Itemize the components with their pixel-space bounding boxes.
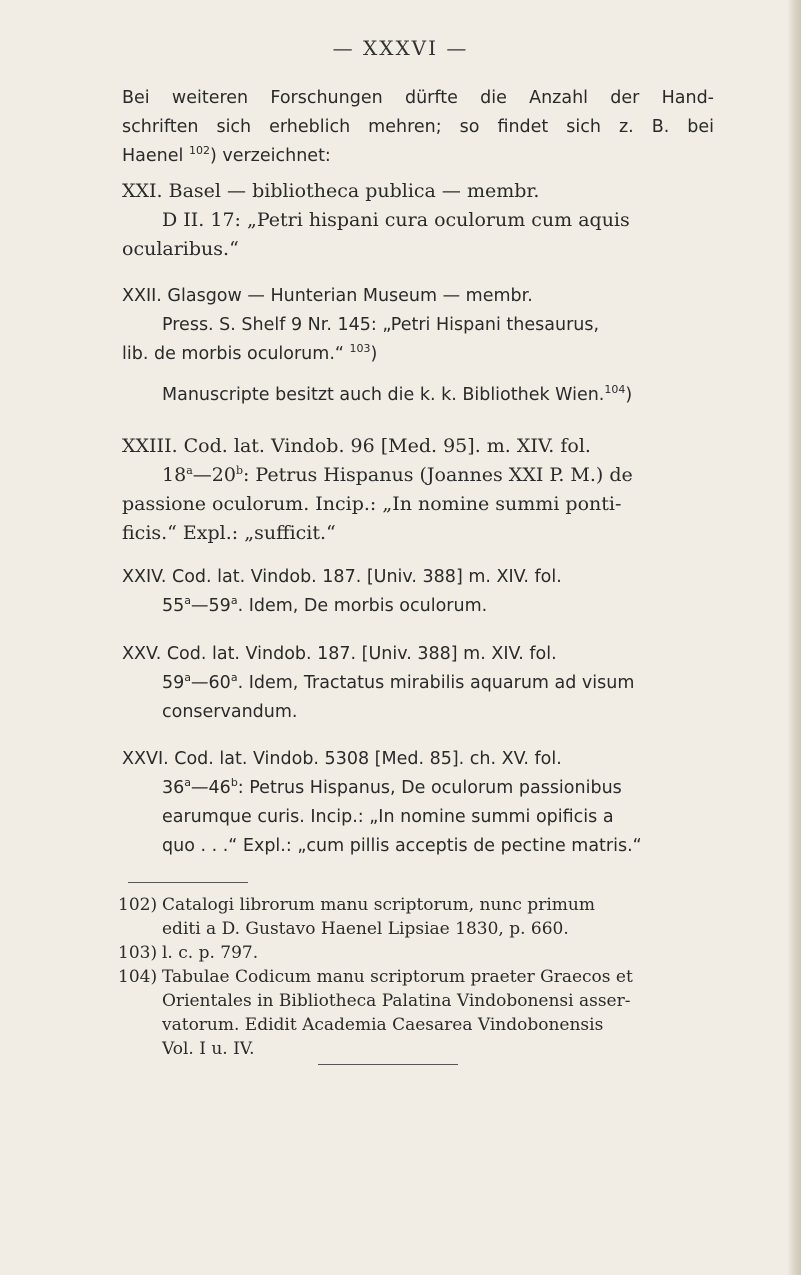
entry-xxi-line-3: ocularibus.“	[122, 238, 239, 260]
footnote-104: 104) Tabulae Codicum manu scriptorum praeter Graecos et Orientales in Bibliotheca Palatina Vindobonensi asser- vatorum. Edidit Academia Caesarea Vindobonensis Vol. I u. IV.	[118, 967, 633, 1059]
entry-xxiii-line-4: ficis.“ Expl.: „sufficit.“	[122, 522, 336, 544]
entry-xxiv-line-1: XXIV. Cod. lat. Vindob. 187. [Univ. 388] m. XIV. fol.	[122, 567, 562, 587]
entry-xxi-line-1: XXI. Basel — bibliotheca publica — membr.	[122, 180, 540, 202]
entry-xxiv-line-2: 55$^a$—59$^a$. Idem, De morbis oculorum.	[162, 594, 488, 616]
end-rule	[318, 1064, 458, 1065]
entry-xxv	[122, 640, 714, 727]
footnote-ref-103: 103	[349, 342, 371, 355]
page-number-header: — XXXVI —	[332, 36, 469, 60]
entry-xxii-line-2: Press. S. Shelf 9 Nr. 145: „Petri Hispani thesaurus,	[162, 315, 600, 335]
entry-xxii-line-3: lib. de morbis oculorum.“ $^{103}$)	[122, 342, 378, 364]
footnote-ref-104: 104	[604, 383, 626, 396]
entry-xxvi-line-1: XXVI. Cod. lat. Vindob. 5308 [Med. 85]. ch. XV. fol.	[122, 749, 562, 769]
entry-xxvi-line-2: 36$^a$—46$^b$: Petrus Hispanus, De oculorum passionibus	[162, 776, 622, 798]
entry-xxii-line-1: XXII. Glasgow — Hunterian Museum — membr.	[122, 286, 533, 306]
manuscripte-line: Manuscripte besitzt auch die k. k. Bibliothek Wien.$^{104}$)	[162, 383, 633, 405]
page-edge-shadow	[787, 0, 801, 1275]
intro-paragraph	[122, 84, 714, 171]
entry-xxii	[122, 282, 714, 369]
entry-xxi	[122, 177, 714, 264]
entry-xxiii	[122, 432, 714, 548]
entry-xxi-line-2: D II. 17: „Petri hispani cura oculorum cum aquis	[162, 209, 630, 231]
entry-xxiv	[122, 563, 714, 621]
intro-line-3: Haenel $^{102}$) verzeichnet:	[122, 144, 331, 166]
intro-line-2: schriften sich erheblich mehren; so findet sich z. B. bei	[122, 117, 714, 137]
entry-xxv-line-2: 59$^a$—60$^a$. Idem, Tractatus mirabilis aquarum ad visum	[162, 671, 635, 693]
intro-line-1: Bei weiteren Forschungen dürfte die Anzahl der Hand-	[122, 88, 714, 108]
entry-xxvi-line-3: earumque curis. Incip.: „In nomine summi opificis a	[162, 807, 614, 827]
entry-xxiii-line-2: 18$^a$—20$^b$: Petrus Hispanus (Joannes XXI P. M.) de	[162, 464, 633, 486]
footnote-separator	[128, 882, 248, 883]
entry-xxv-line-1: XXV. Cod. lat. Vindob. 187. [Univ. 388] m. XIV. fol.	[122, 644, 557, 664]
entry-xxiii-line-3: passione oculorum. Incip.: „In nomine summi ponti-	[122, 493, 622, 515]
entry-xxvi-line-4: quo . . .“ Expl.: „cum pillis acceptis de pectine matris.“	[162, 836, 642, 856]
footnote-ref-102: 102	[188, 144, 210, 157]
footnote-103: 103) l. c. p. 797.	[118, 943, 259, 963]
footnote-102: 102) Catalogi librorum manu scriptorum, nunc primum editi a D. Gustavo Haenel Lipsiae 1830, p. 660.	[118, 895, 595, 939]
entry-xxvi	[122, 745, 714, 861]
entry-xxv-line-3: conservandum.	[162, 702, 298, 722]
entry-xxiii-line-1: XXIII. Cod. lat. Vindob. 96 [Med. 95]. m. XIV. fol.	[122, 435, 591, 457]
